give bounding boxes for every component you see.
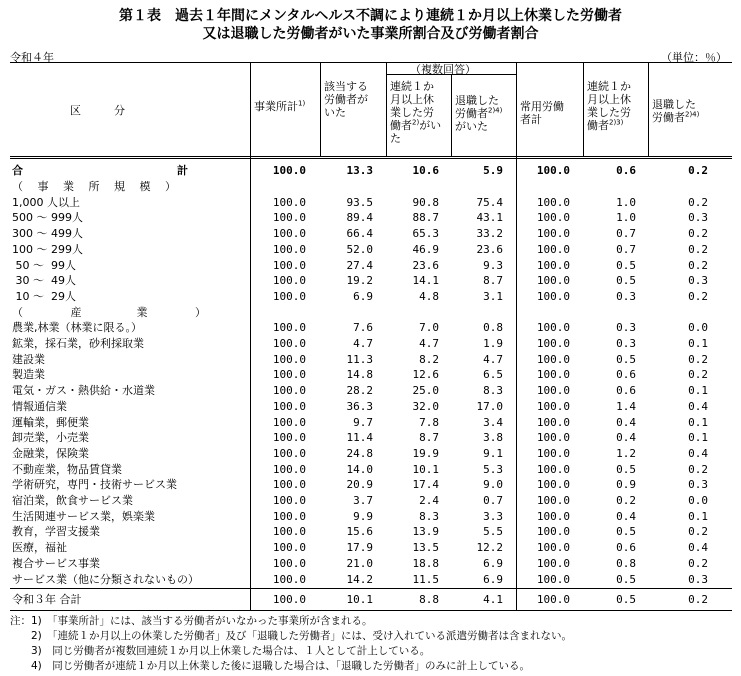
table-row-cell: 0.2 <box>688 258 708 272</box>
prev-year-row-cell: 4.1 <box>483 593 503 606</box>
table-row-cell: 17.9 <box>346 541 373 555</box>
table-row-cell: 100.0 <box>536 494 570 507</box>
table-row-cell: 100.0 <box>536 478 570 492</box>
table-row-cell: 14.0 <box>346 462 373 476</box>
table-top-rule <box>10 62 732 63</box>
table-row-cell: 100.0 <box>536 431 570 445</box>
table-row-cell: 8.3 <box>419 509 439 523</box>
prev-year-row-label: 令和３年 合計 <box>12 593 82 606</box>
table-row-cell: 0.5 <box>616 258 636 272</box>
table-row-label: 学術研究，専門・技術サービス業 <box>12 478 177 492</box>
table-row-cell: 6.9 <box>483 572 503 586</box>
table-row-cell: 100.0 <box>272 494 306 507</box>
table-row-cell: 100.0 <box>272 274 306 288</box>
table-row-cell: 11.3 <box>346 352 373 366</box>
table-row-cell: 32.0 <box>412 399 439 413</box>
table-row-label: 教育，学習支援業 <box>12 525 100 539</box>
table-row-cell: 4.7 <box>419 337 439 350</box>
table-row-cell: 100.0 <box>272 227 306 241</box>
table-row-cell: 0.4 <box>616 415 636 429</box>
table-row-cell: 8.7 <box>419 431 439 445</box>
table-row-cell: 100.0 <box>536 368 570 382</box>
table-row-cell: 100.0 <box>272 446 306 460</box>
table-row-cell: 14.8 <box>346 368 373 382</box>
table-row-cell: 0.7 <box>483 494 503 507</box>
table-row-cell: 9.0 <box>483 478 503 492</box>
table-row-cell: 0.4 <box>688 541 708 555</box>
table-row-cell: 3.7 <box>353 494 373 507</box>
note-2: 2) 「連続１か月以上の休業した労働者」及び「退職した労働者」には、受け入れている派遣労働者は含まれない。 <box>10 630 573 642</box>
table-row-cell: 100.0 <box>536 525 570 539</box>
table-row-label: 30 ～ 49人 <box>12 274 76 288</box>
table-row-cell: 9.9 <box>353 509 373 523</box>
table-row-label: 宿泊業，飲食サービス業 <box>12 494 133 507</box>
table-row-cell: 7.6 <box>353 321 373 335</box>
total-row-cell: 100.0 <box>272 164 306 177</box>
table-row-cell: 100.0 <box>272 415 306 429</box>
table-row-cell: 0.7 <box>616 242 636 256</box>
table-title-line2: 又は退職した労働者がいた事業所割合及び労働者割合 <box>202 26 539 42</box>
table-row-cell: 0.1 <box>688 509 708 523</box>
table-row-cell: 100.0 <box>272 384 306 398</box>
note-1: 注：1) 「事業所計」には、該当する労働者がいなかった事業所が含まれる。 <box>10 615 373 627</box>
table-row-cell: 100.0 <box>536 289 570 303</box>
table-row-label: （ 産 業 ） <box>12 305 206 319</box>
col-divider <box>386 62 387 156</box>
table-row-cell: 100.0 <box>272 478 306 492</box>
table-row-cell: 65.3 <box>412 227 439 241</box>
table-row-cell: 0.3 <box>688 478 708 492</box>
header-applicable: 該当する 労働者が いた <box>324 80 368 119</box>
table-row-cell: 100.0 <box>272 525 306 539</box>
table-row-cell: 100.0 <box>536 556 570 570</box>
total-row-cell: 5.9 <box>483 164 503 177</box>
table-row-label: 1,000 人以上 <box>12 195 80 209</box>
table-row-cell: 33.2 <box>476 227 503 241</box>
table-row-cell: 0.2 <box>688 556 708 570</box>
table-row-cell: 100.0 <box>272 242 306 256</box>
header-category: 区 分 <box>70 104 125 117</box>
table-row-cell: 100.0 <box>536 399 570 413</box>
table-row-cell: 43.1 <box>476 211 503 225</box>
table-row-cell: 0.8 <box>483 321 503 335</box>
table-row-cell: 100.0 <box>272 509 306 523</box>
table-row-cell: 0.3 <box>688 572 708 586</box>
table-row-cell: 100.0 <box>536 446 570 460</box>
table-row-cell: 100.0 <box>272 462 306 476</box>
table-row-cell: 0.6 <box>616 384 636 398</box>
table-row-label: 電気・ガス・熱供給・水道業 <box>12 384 155 398</box>
note-4: 4) 同じ労働者が連続１か月以上休業した後に退職した場合は、「退職した労働者」のみに計上している。 <box>10 660 531 672</box>
table-row-cell: 17.4 <box>412 478 439 492</box>
table-row-cell: 0.5 <box>616 462 636 476</box>
table-row-cell: 23.6 <box>476 242 503 256</box>
table-row-cell: 0.1 <box>688 415 708 429</box>
table-row-cell: 0.2 <box>688 195 708 209</box>
table-row-label: 不動産業，物品賃貸業 <box>12 462 122 476</box>
table-row-cell: 5.3 <box>483 462 503 476</box>
table-row-cell: 9.7 <box>353 415 373 429</box>
table-row-label: 300 ～ 499人 <box>12 227 83 241</box>
prev-year-row-cell: 100.0 <box>536 593 570 606</box>
table-row-cell: 17.0 <box>476 399 503 413</box>
table-row-cell: 0.2 <box>688 242 708 256</box>
table-row-cell: 0.8 <box>616 556 636 570</box>
table-row-cell: 100.0 <box>536 415 570 429</box>
table-row-cell: 100.0 <box>536 211 570 225</box>
table-row-cell: 19.2 <box>346 274 373 288</box>
table-title-line1: 第１表 過去１年間にメンタルヘルス不調により連続１か月以上休業した労働者 <box>118 8 623 24</box>
table-row-label: 複合サービス事業 <box>12 556 100 570</box>
table-row-cell: 100.0 <box>536 541 570 555</box>
table-row-cell: 10.1 <box>412 462 439 476</box>
table-row-cell: 8.7 <box>483 274 503 288</box>
table-row-cell: 4.7 <box>483 352 503 366</box>
table-row-cell: 89.4 <box>346 211 373 225</box>
total-row-label: 合 計 <box>12 164 188 177</box>
table-row-cell: 0.4 <box>616 509 636 523</box>
header-retired: 退職した 労働者$^{2)4)}$ がいた <box>455 94 503 133</box>
table-row-cell: 100.0 <box>536 274 570 288</box>
table-row-cell: 20.9 <box>346 478 373 492</box>
col-divider <box>451 74 452 156</box>
table-row-cell: 100.0 <box>536 352 570 366</box>
table-row-label: 50 ～ 99人 <box>12 258 76 272</box>
total-row-cell: 13.3 <box>346 164 373 177</box>
table-row-cell: 88.7 <box>412 211 439 225</box>
table-row-cell: 23.6 <box>412 258 439 272</box>
table-row-cell: 100.0 <box>272 572 306 586</box>
table-row-cell: 1.9 <box>483 337 503 350</box>
table-row-cell: 13.9 <box>412 525 439 539</box>
table-row-cell: 100.0 <box>536 337 570 350</box>
table-row-cell: 13.5 <box>412 541 439 555</box>
table-row-cell: 36.3 <box>346 399 373 413</box>
header-multiple-answer: （複数回答） <box>410 63 476 76</box>
table-row-cell: 18.8 <box>412 556 439 570</box>
table-row-label: 建設業 <box>12 352 45 366</box>
table-row-cell: 100.0 <box>272 399 306 413</box>
table-bottom-rule <box>10 610 732 611</box>
table-row-cell: 3.4 <box>483 415 503 429</box>
table-row-cell: 0.2 <box>688 462 708 476</box>
table-row-label: サービス業（他に分類されないもの） <box>12 572 199 586</box>
total-row-cell: 10.6 <box>412 164 439 177</box>
table-row-cell: 27.4 <box>346 258 373 272</box>
table-row-cell: 1.0 <box>616 211 636 225</box>
table-row-label: 生活関連サービス業，娯楽業 <box>12 509 155 523</box>
table-row-cell: 100.0 <box>536 258 570 272</box>
table-row-cell: 7.0 <box>419 321 439 335</box>
table-row-cell: 9.3 <box>483 258 503 272</box>
unit-label: （単位：％） <box>661 51 727 64</box>
total-row-cell: 0.2 <box>688 164 708 177</box>
table-row-label: 金融業，保険業 <box>12 446 89 460</box>
header-bottom-rule <box>10 156 732 157</box>
table-row-cell: 46.9 <box>412 242 439 256</box>
table-row-cell: 0.3 <box>616 289 636 303</box>
table-row-cell: 100.0 <box>272 289 306 303</box>
table-row-cell: 100.0 <box>272 321 306 335</box>
table-row-cell: 100.0 <box>536 384 570 398</box>
table-row-cell: 0.4 <box>688 399 708 413</box>
table-row-cell: 6.5 <box>483 368 503 382</box>
table-row-cell: 0.5 <box>616 352 636 366</box>
table-row-cell: 5.5 <box>483 525 503 539</box>
table-row-cell: 100.0 <box>536 242 570 256</box>
table-row-cell: 0.6 <box>616 368 636 382</box>
table-row-cell: 4.7 <box>353 337 373 350</box>
table-row-cell: 1.0 <box>616 195 636 209</box>
table-row-label: 医療，福祉 <box>12 541 67 555</box>
header-regular-workers: 常用労働 者計 <box>520 100 564 126</box>
prev-year-separator <box>10 588 732 589</box>
table-row-label: 鉱業，採石業，砂利採取業 <box>12 337 144 350</box>
table-row-cell: 0.3 <box>616 337 636 350</box>
table-row-label: 100 ～ 299人 <box>12 242 83 256</box>
table-row-cell: 8.3 <box>483 384 503 398</box>
table-row-cell: 100.0 <box>536 195 570 209</box>
table-row-cell: 100.0 <box>272 368 306 382</box>
table-row-cell: 100.0 <box>272 337 306 350</box>
table-row-cell: 24.8 <box>346 446 373 460</box>
table-row-label: 卸売業，小売業 <box>12 431 89 445</box>
table-row-cell: 3.3 <box>483 509 503 523</box>
table-row-cell: 75.4 <box>476 195 503 209</box>
table-row-cell: 1.2 <box>616 446 636 460</box>
header-leave-1month-ratio: 連続１か 月以上休 業した労 働者$^{2)3)}$ <box>587 80 631 132</box>
table-row-cell: 11.5 <box>412 572 439 586</box>
note-3: 3) 同じ労働者が複数回連続１か月以上休業した場合は、１人として計上している。 <box>10 645 431 657</box>
table-row-label: 運輸業，郵便業 <box>12 415 89 429</box>
table-row-cell: 12.6 <box>412 368 439 382</box>
table-row-cell: 66.4 <box>346 227 373 241</box>
table-row-cell: 0.1 <box>688 431 708 445</box>
table-row-cell: 14.2 <box>346 572 373 586</box>
col-divider <box>648 62 649 156</box>
header-retired-ratio: 退職した 労働者$^{2)4)}$ <box>652 98 700 124</box>
table-row-label: 500 ～ 999人 <box>12 211 83 225</box>
table-row-cell: 0.9 <box>616 478 636 492</box>
table-row-cell: 0.3 <box>688 274 708 288</box>
table-row-cell: 1.4 <box>616 399 636 413</box>
table-row-cell: 100.0 <box>272 211 306 225</box>
table-row-cell: 100.0 <box>272 431 306 445</box>
prev-year-row-cell: 10.1 <box>346 593 373 606</box>
table-row-cell: 0.4 <box>616 431 636 445</box>
table-row-cell: 2.4 <box>419 494 439 507</box>
table-row-cell: 28.2 <box>346 384 373 398</box>
table-row-cell: 0.3 <box>688 211 708 225</box>
table-row-cell: 8.2 <box>419 352 439 366</box>
header-leave-1month: 連続１か 月以上休 業した労 働者$^{2)}$がい た <box>390 80 442 145</box>
table-row-label: 農業,林業（林業に限る。） <box>12 321 142 335</box>
table-row-cell: 100.0 <box>272 556 306 570</box>
table-row-label: 製造業 <box>12 368 45 382</box>
table-row-cell: 100.0 <box>536 509 570 523</box>
table-row-cell: 100.0 <box>536 572 570 586</box>
table-row-cell: 0.3 <box>616 321 636 335</box>
table-row-cell: 0.7 <box>616 227 636 241</box>
table-row-cell: 0.5 <box>616 274 636 288</box>
table-row-cell: 0.2 <box>688 352 708 366</box>
table-row-cell: 0.0 <box>688 494 708 507</box>
table-row-cell: 100.0 <box>536 462 570 476</box>
table-row-cell: 25.0 <box>412 384 439 398</box>
table-row-cell: 4.8 <box>419 289 439 303</box>
table-row-cell: 93.5 <box>346 195 373 209</box>
table-row-cell: 6.9 <box>353 289 373 303</box>
table-row-cell: 11.4 <box>346 431 373 445</box>
table-row-cell: 3.1 <box>483 289 503 303</box>
col-divider <box>320 62 321 156</box>
total-row-cell: 0.6 <box>616 164 636 177</box>
table-row-label: 情報通信業 <box>12 399 67 413</box>
table-row-cell: 14.1 <box>412 274 439 288</box>
prev-year-row-cell: 100.0 <box>272 593 306 606</box>
table-row-cell: 0.1 <box>688 384 708 398</box>
table-row-cell: 9.1 <box>483 446 503 460</box>
table-row-cell: 100.0 <box>272 541 306 555</box>
table-row-cell: 0.2 <box>688 525 708 539</box>
table-row-cell: 100.0 <box>272 258 306 272</box>
table-row-cell: 0.2 <box>616 494 636 507</box>
era-label: 令和４年 <box>10 51 54 64</box>
table-row-cell: 12.2 <box>476 541 503 555</box>
table-row-cell: 0.5 <box>616 525 636 539</box>
table-row-cell: 90.8 <box>412 195 439 209</box>
table-row-cell: 0.6 <box>616 541 636 555</box>
table-row-cell: 6.9 <box>483 556 503 570</box>
table-row-cell: 19.9 <box>412 446 439 460</box>
table-row-cell: 0.2 <box>688 289 708 303</box>
table-row-cell: 100.0 <box>272 352 306 366</box>
table-row-cell: 0.4 <box>688 446 708 460</box>
table-row-cell: 100.0 <box>536 227 570 241</box>
table-row-cell: 100.0 <box>536 321 570 335</box>
table-row-cell: 0.5 <box>616 572 636 586</box>
table-row-cell: 0.2 <box>688 227 708 241</box>
prev-year-row-cell: 0.5 <box>616 593 636 606</box>
table-row-cell: 0.0 <box>688 321 708 335</box>
table-row-label: 10 ～ 29人 <box>12 289 76 303</box>
table-row-cell: 0.1 <box>688 337 708 350</box>
table-row-cell: 15.6 <box>346 525 373 539</box>
table-row-cell: 21.0 <box>346 556 373 570</box>
table-row-cell: 0.2 <box>688 368 708 382</box>
prev-year-row-cell: 0.2 <box>688 593 708 606</box>
col-divider <box>583 62 584 156</box>
table-row-label: （ 事 業 所 規 模 ） <box>12 180 176 193</box>
table-row-cell: 100.0 <box>272 195 306 209</box>
prev-year-row-cell: 8.8 <box>419 593 439 606</box>
header-establishments: 事業所計$^{1)}$ <box>254 99 306 113</box>
table-row-cell: 52.0 <box>346 242 373 256</box>
table-row-cell: 7.8 <box>419 415 439 429</box>
header-bottom-rule-double <box>10 158 732 159</box>
table-row-cell: 3.8 <box>483 431 503 445</box>
total-row-cell: 100.0 <box>536 164 570 177</box>
